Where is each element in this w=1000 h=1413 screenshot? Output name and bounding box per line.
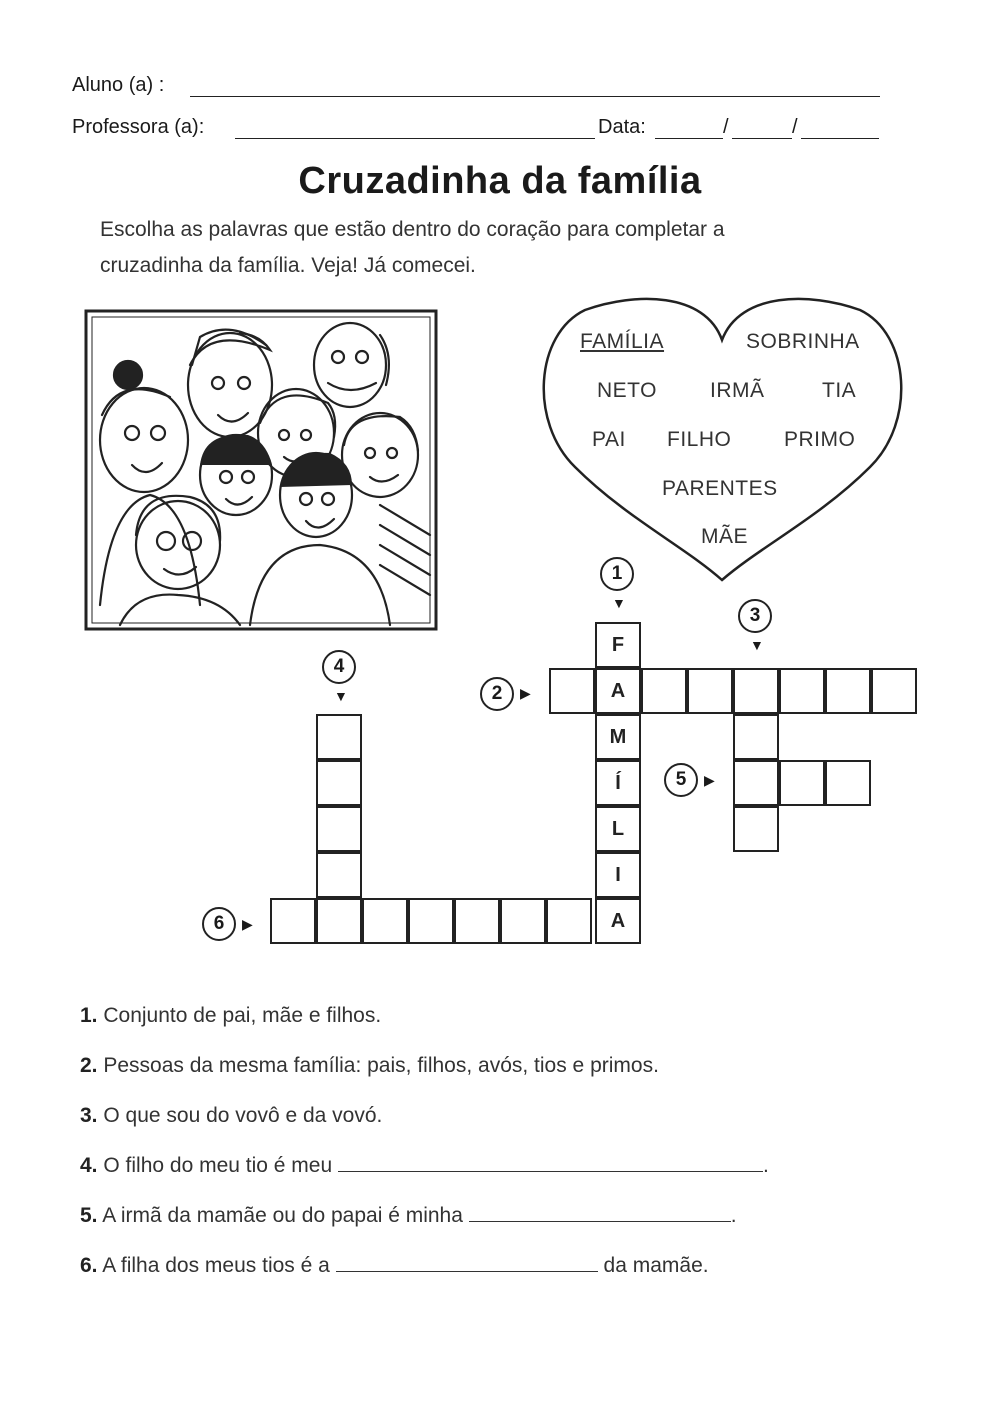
clue-6-answer-line[interactable] [336, 1257, 598, 1272]
clue-3-text: O que sou do vovô e da vovó. [103, 1104, 383, 1127]
clue-1-text: Conjunto de pai, mãe e filhos. [103, 1004, 382, 1027]
cell-word2[interactable] [641, 668, 687, 714]
heart-word-neto: NETO [597, 379, 657, 402]
heart-word-sobrinha: SOBRINHA [746, 330, 860, 353]
cell-word2[interactable] [871, 668, 917, 714]
cell-word1-4[interactable]: Í [595, 760, 641, 806]
cell-word3[interactable] [733, 714, 779, 760]
date-year-line[interactable] [801, 138, 879, 139]
cell-word3[interactable] [733, 760, 779, 806]
cell-word6[interactable] [546, 898, 592, 944]
clue-1 [80, 1004, 381, 1028]
arrow-down-icon: ▼ [612, 595, 626, 611]
instruction-line-1: Escolha as palavras que estão dentro do coração para completar a [100, 218, 725, 241]
clue-2-number: 2. [80, 1054, 98, 1077]
clue-number-1: 1 [600, 557, 634, 591]
clue-1-number: 1. [80, 1004, 98, 1027]
clue-4 [80, 1154, 769, 1178]
heart-word-parentes: PARENTES [662, 477, 778, 500]
cell-word1-6[interactable]: I [595, 852, 641, 898]
cell-word4[interactable] [316, 852, 362, 898]
cell-word5[interactable] [825, 760, 871, 806]
clue-4-suffix: . [763, 1154, 769, 1177]
clue-6 [80, 1254, 709, 1278]
cell-word4[interactable] [316, 714, 362, 760]
date-slash-2: / [792, 116, 798, 138]
cell-word2[interactable] [549, 668, 595, 714]
teacher-name-line[interactable] [235, 138, 595, 139]
clue-3-number: 3. [80, 1104, 98, 1127]
arrow-down-icon: ▼ [750, 637, 764, 653]
cell-word6[interactable] [408, 898, 454, 944]
teacher-label: Professora (a): [72, 116, 205, 138]
cell-word2[interactable] [733, 668, 779, 714]
cell-word2[interactable] [779, 668, 825, 714]
cell-word1-7[interactable]: A [595, 898, 641, 944]
page-title: Cruzadinha da família [298, 160, 702, 202]
clue-number-2: 2 [480, 677, 514, 711]
heart-word-irma: IRMÃ [710, 379, 765, 402]
cell-word5[interactable] [779, 760, 825, 806]
clue-2-text: Pessoas da mesma família: pais, filhos, avós, tios e primos. [103, 1054, 659, 1077]
family-illustration-icon [80, 305, 442, 635]
arrow-right-icon: ▶ [242, 916, 253, 932]
student-name-line[interactable] [190, 96, 880, 97]
cell-word6[interactable] [316, 898, 362, 944]
clue-number-3: 3 [738, 599, 772, 633]
instruction-line-2: cruzadinha da família. Veja! Já comecei. [100, 254, 476, 277]
cell-word6[interactable] [500, 898, 546, 944]
heart-word-pai: PAI [592, 428, 626, 451]
clue-6-number: 6. [80, 1254, 98, 1277]
cell-word1-1[interactable]: F [595, 622, 641, 668]
date-slash-1: / [723, 116, 729, 138]
heart-word-familia: FAMÍLIA [580, 330, 665, 353]
clue-number-5: 5 [664, 763, 698, 797]
clue-4-text: O filho do meu tio é meu [103, 1154, 333, 1177]
cell-word1-3[interactable]: M [595, 714, 641, 760]
clue-6-text: A filha dos meus tios é a [102, 1254, 330, 1277]
cell-word6[interactable] [454, 898, 500, 944]
cell-word4[interactable] [316, 760, 362, 806]
clue-3 [80, 1104, 382, 1128]
cell-word1-2[interactable]: A [595, 668, 641, 714]
clue-2 [80, 1054, 659, 1078]
heart-word-filho: FILHO [667, 428, 732, 451]
clue-5-answer-line[interactable] [469, 1207, 731, 1222]
cell-word3[interactable] [733, 806, 779, 852]
heart-word-mae: MÃE [701, 525, 749, 548]
cell-word1-5[interactable]: L [595, 806, 641, 852]
heart-word-primo: PRIMO [784, 428, 856, 451]
cell-word6[interactable] [270, 898, 316, 944]
arrow-down-icon: ▼ [334, 688, 348, 704]
date-day-line[interactable] [655, 138, 723, 139]
cell-word2[interactable] [687, 668, 733, 714]
arrow-right-icon: ▶ [520, 685, 531, 701]
cell-word4[interactable] [316, 806, 362, 852]
date-label: Data: [598, 116, 646, 138]
date-month-line[interactable] [732, 138, 792, 139]
clue-5-number: 5. [80, 1204, 98, 1227]
arrow-right-icon: ▶ [704, 772, 715, 788]
heart-word-tia: TIA [822, 379, 857, 402]
student-label: Aluno (a) : [72, 74, 165, 96]
cell-word2[interactable] [825, 668, 871, 714]
clue-number-4: 4 [322, 650, 356, 684]
clue-4-number: 4. [80, 1154, 98, 1177]
clue-5 [80, 1204, 737, 1228]
clue-5-text: A irmã da mamãe ou do papai é minha [102, 1204, 463, 1227]
cell-word6[interactable] [362, 898, 408, 944]
clue-4-answer-line[interactable] [338, 1157, 763, 1172]
clue-6-suffix: da mamãe. [603, 1254, 709, 1277]
clue-5-suffix: . [730, 1204, 737, 1227]
clue-number-6: 6 [202, 907, 236, 941]
